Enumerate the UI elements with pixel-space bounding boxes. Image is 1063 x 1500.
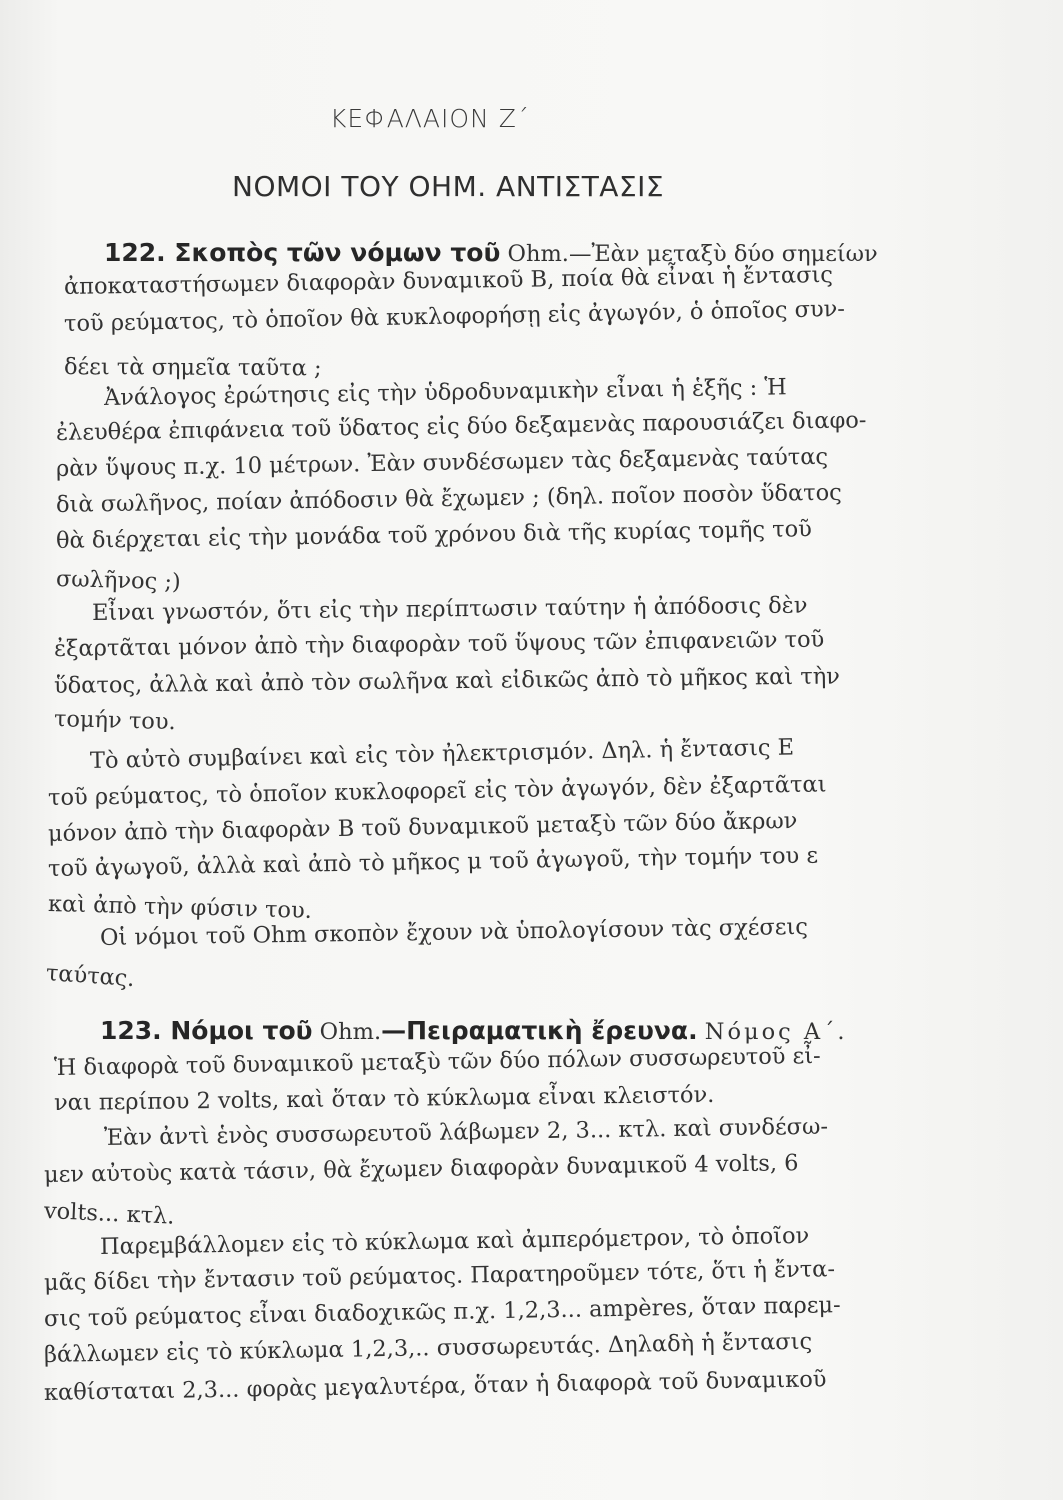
- section-122-line: δέει τὰ σημεῖα ταῦτα ;: [63, 354, 322, 382]
- section-122-line: μόνον ἀπὸ τὴν διαφορὰν Β τοῦ δυναμικοῦ μεταξὺ τῶν δύο ἄκρων: [47, 807, 798, 847]
- section-122-line: τοῦ ρεύματος, τὸ ὁποῖον κυκλοφορεῖ εἰς τὸν ἀγωγόν, δὲν ἐξαρτᾶται: [47, 771, 827, 811]
- section-122-line: καὶ ἀπὸ τὴν φύσιν του.: [47, 891, 313, 924]
- section-122-line: Ἀνάλογος ἐρώτησις εἰς τὴν ὑδροδυναμικὴν εἶναι ἡ ἑξῆς : Ἡ: [103, 374, 787, 411]
- section-123-heading-ohm: Ohm.: [319, 1019, 382, 1045]
- section-123-line: μεν αὐτοὺς κατὰ τάσιν, θὰ ἔχωμεν διαφορὰν δυναμικοῦ 4 volts, 6: [43, 1150, 799, 1188]
- section-122-line: τοῦ ἀγωγοῦ, ἀλλὰ καὶ ἀπὸ τὸ μῆκος μ τοῦ ἀγωγοῦ, τὴν τομήν του ε: [47, 842, 819, 882]
- chapter-title: ΝΟΜΟΙ ΤΟΥ ΟΗΜ. ΑΝΤΙΣΤΑΣΙΣ: [232, 170, 665, 203]
- section-123-line: Ἐὰν ἀντὶ ἑνὸς συσσωρευτοῦ λάβωμεν 2, 3... κτλ. καὶ συνδέσω-: [103, 1113, 829, 1151]
- section-122-line: Ohm.—Ἐὰν μεταξὺ δύο σημείων: [507, 241, 878, 267]
- section-122-line: Εἶναι γνωστόν, ὅτι εἰς τὴν περίπτωσιν ταύτην ἡ ἀπόδοσις δὲν: [91, 592, 808, 626]
- section-122-line: τομήν του.: [53, 706, 177, 736]
- section-122-line: σωλῆνος ;): [55, 566, 182, 596]
- section-122-line: τοῦ ρεύματος, τὸ ὁποῖον θὰ κυκλοφορήσῃ εἰς ἀγωγόν, ὁ ὁποῖος συν-: [63, 296, 846, 337]
- section-122-line: ταύτας.: [45, 960, 136, 993]
- section-122-heading: 122. Σκοπὸς τῶν νόμων τοῦ: [104, 238, 501, 267]
- section-122-line: θὰ διέρχεται εἰς τὴν μονάδα τοῦ χρόνου διὰ τῆς κυρίας τομῆς τοῦ: [55, 516, 813, 554]
- section-122-line: ἀποκαταστήσωμεν διαφορὰν δυναμικοῦ Β, ποία θὰ εἶναι ἡ ἔντασις: [63, 261, 834, 300]
- section-123-line: μᾶς δίδει τὴν ἔντασιν τοῦ ρεύματος. Παρατηροῦμεν τότε, ὅτι ἡ ἔντα-: [43, 1256, 836, 1296]
- section-123-first-line: [100, 1016, 920, 1045]
- section-122-line: ἐλευθέρα ἐπιφάνεια τοῦ ὕδατος εἰς δύο δεξαμενὰς παρουσιάζει διαφο-: [55, 407, 867, 446]
- section-123-line: βάλλωμεν εἰς τὸ κύκλωμα 1,2,3,.. συσσωρευτάς. Δηλαδὴ ἡ ἔντασις: [43, 1328, 813, 1368]
- law-label: Νόμος Α΄.: [704, 1019, 848, 1045]
- section-123-line: volts... κτλ.: [43, 1198, 176, 1230]
- section-122-line: Τὸ αὐτὸ συμβαίνει καὶ εἰς τὸν ἠλεκτρισμόν. Δηλ. ἡ ἔντασις Ε: [89, 734, 795, 774]
- chapter-heading: ΚΕΦΑΛΑΙΟΝ Ζ΄: [330, 104, 530, 133]
- section-122-line: ἐξαρτᾶται μόνον ἀπὸ τὴν διαφορὰν τοῦ ὕψους τῶν ἐπιφανειῶν τοῦ: [53, 626, 825, 662]
- section-122-line: διὰ σωλῆνος, ποίαν ἀπόδοσιν θὰ ἔχωμεν ; (δηλ. ποῖον ποσὸν ὕδατος: [55, 479, 842, 518]
- section-122-line: ρὰν ὕψους π.χ. 10 μέτρων. Ἐὰν συνδέσωμεν τὰς δεξαμενὰς ταύτας: [55, 443, 829, 482]
- section-123-line: σις τοῦ ρεύματος εἶναι διαδοχικῶς π.χ. 1,2,3... ampères, ὅταν παρεμ-: [43, 1292, 841, 1332]
- section-122-line: ὕδατος, ἀλλὰ καὶ ἀπὸ τὸν σωλῆνα καὶ εἰδικῶς ἀπὸ τὸ μῆκος καὶ τὴν: [53, 663, 841, 699]
- section-123-line: Ἡ διαφορὰ τοῦ δυναμικοῦ μεταξὺ τῶν δύο πόλων συσσωρευτοῦ εἶ-: [53, 1042, 821, 1081]
- section-123-line: Παρεμβάλλομεν εἰς τὸ κύκλωμα καὶ ἀμπερόμετρον, τὸ ὁποῖον: [99, 1222, 810, 1260]
- section-123-line: καθίσταται 2,3... φορὰς μεγαλυτέρα, ὅταν ἡ διαφορὰ τοῦ δυναμικοῦ: [43, 1366, 827, 1406]
- section-123-heading-rest: —Πειραματικὴ ἔρευνα.: [381, 1016, 698, 1045]
- section-123-heading: 123. Νόμοι τοῦ: [100, 1016, 313, 1045]
- section-123-line: ναι περίπου 2 volts, καὶ ὅταν τὸ κύκλωμα εἶναι κλειστόν.: [53, 1081, 715, 1116]
- section-122-line: Οἱ νόμοι τοῦ Ohm σκοπὸν ἔχουν νὰ ὑπολογίσουν τὰς σχέσεις: [99, 913, 809, 951]
